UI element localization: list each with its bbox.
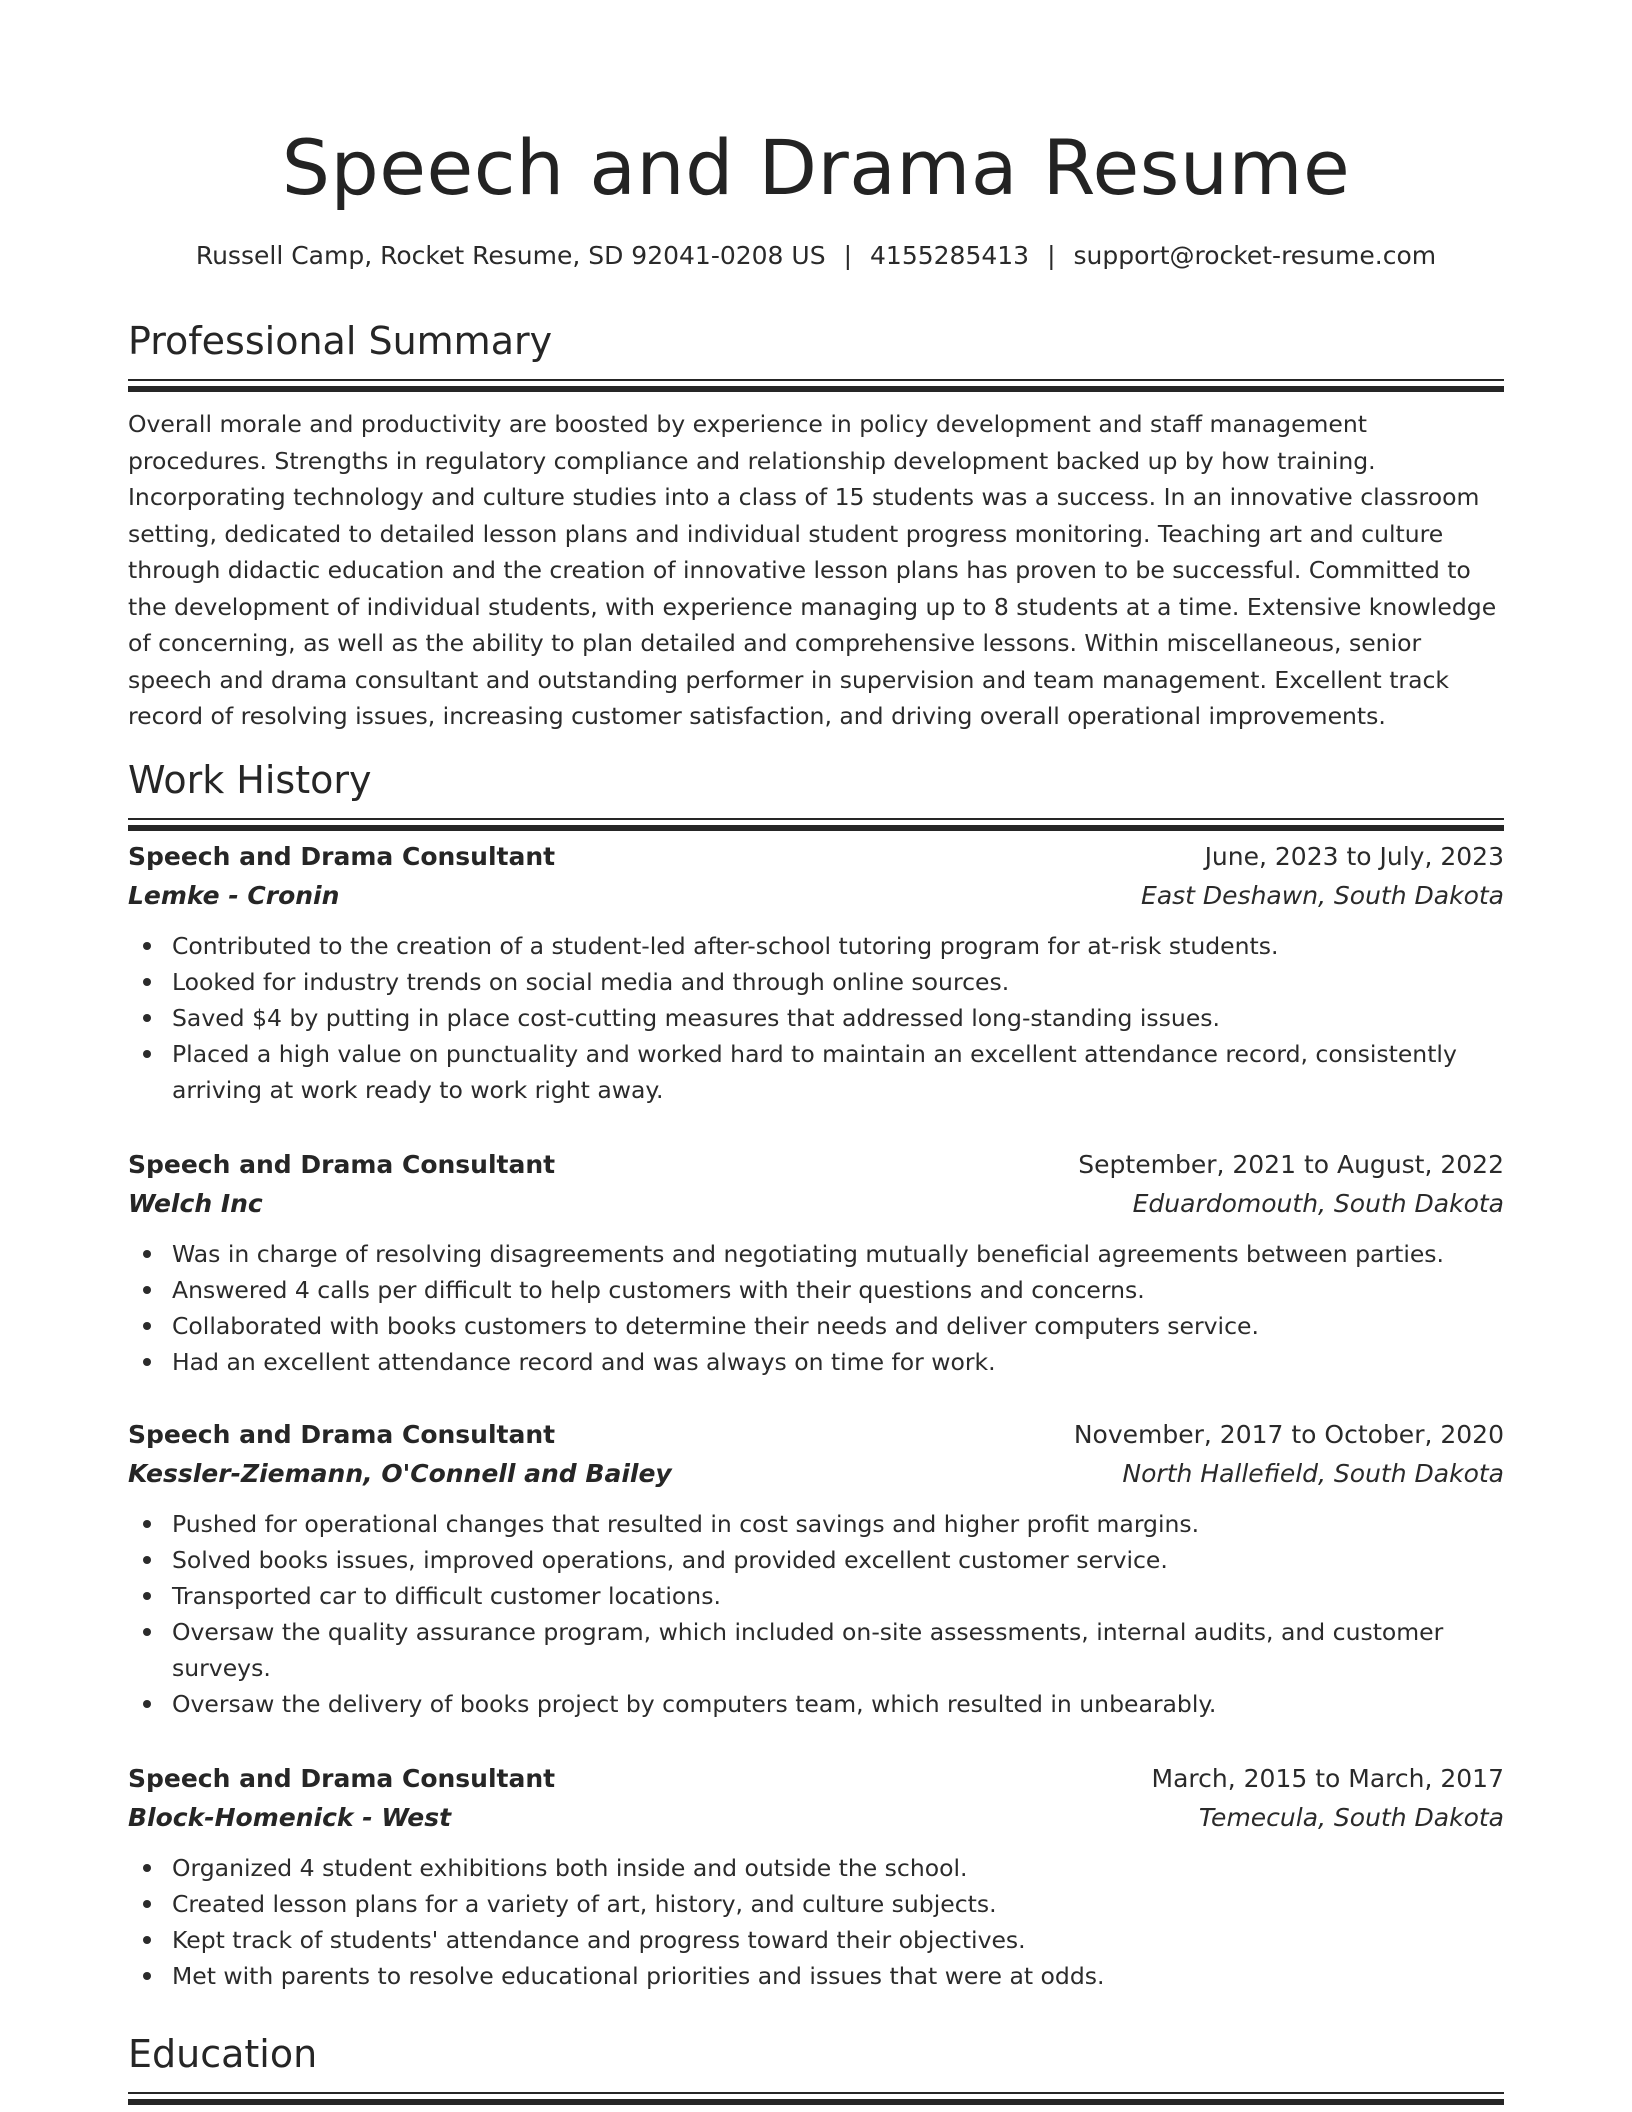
bullet-text: Saved $4 by putting in place cost-cutting measures that addressed long-standing issues. bbox=[172, 1004, 1220, 1032]
bullet-text: Met with parents to resolve educational priorities and issues that were at odds. bbox=[172, 1962, 1105, 1990]
bullet-text: Collaborated with books customers to determine their needs and deliver computers service. bbox=[172, 1312, 1259, 1340]
contact-address: Russell Camp, Rocket Resume, SD 92041-0208 US bbox=[195, 241, 826, 270]
bullet-text: Had an excellent attendance record and was always on time for work. bbox=[172, 1348, 996, 1376]
job-dates: June, 2023 to July, 2023 bbox=[1204, 842, 1504, 871]
job-dates: March, 2015 to March, 2017 bbox=[1151, 1764, 1504, 1793]
bullet-text: Solved books issues, improved operations, and provided excellent customer service. bbox=[172, 1546, 1168, 1574]
list-item bbox=[128, 1506, 1504, 1542]
job-bullets bbox=[128, 1506, 1504, 1722]
bullet-dot bbox=[143, 1358, 151, 1366]
job-location: Temecula, South Dakota bbox=[1198, 1803, 1504, 1832]
job-title: Speech and Drama Consultant bbox=[128, 1764, 556, 1793]
bullet-dot bbox=[143, 1556, 151, 1564]
bullet-text: Kept track of students' attendance and progress toward their objectives. bbox=[172, 1926, 1026, 1954]
list-item bbox=[128, 1614, 1504, 1686]
job-company: Block-Homenick - West bbox=[128, 1803, 452, 1832]
bullet-text: Answered 4 calls per difficult to help customers with their questions and concerns. bbox=[172, 1276, 1145, 1304]
job-company: Kessler-Ziemann, O'Connell and Bailey bbox=[128, 1459, 672, 1488]
list-item bbox=[128, 1886, 1504, 1922]
bullet-dot bbox=[143, 978, 151, 986]
bullet-dot bbox=[143, 1592, 151, 1600]
bullet-text: Oversaw the delivery of books project by computers team, which resulted in unbearably. bbox=[172, 1690, 1217, 1718]
bullet-text: Looked for industry trends on social media and through online sources. bbox=[172, 968, 1010, 996]
job-location: Eduardomouth, South Dakota bbox=[1132, 1189, 1504, 1218]
job-title: Speech and Drama Consultant bbox=[128, 1420, 556, 1449]
job-dates: September, 2021 to August, 2022 bbox=[1078, 1150, 1504, 1179]
bullet-dot bbox=[143, 1936, 151, 1944]
list-item bbox=[128, 1542, 1504, 1578]
list-item bbox=[128, 928, 1504, 964]
section-divider bbox=[128, 2092, 1504, 2105]
bullet-dot bbox=[143, 1250, 151, 1258]
contact-phone: 4155285413 bbox=[870, 241, 1030, 270]
work-section-header bbox=[128, 756, 1504, 831]
job-title: Speech and Drama Consultant bbox=[128, 1150, 556, 1179]
bullet-text: Transported car to difficult customer locations. bbox=[172, 1582, 721, 1610]
bullet-text: Oversaw the quality assurance program, which included on-site assessments, internal audits, and customer surveys. bbox=[172, 1618, 1444, 1682]
section-divider bbox=[128, 818, 1504, 831]
bullet-dot bbox=[143, 1520, 151, 1528]
education-section-header bbox=[128, 2030, 1504, 2105]
contact-separator: | bbox=[1047, 241, 1056, 270]
list-item bbox=[128, 1272, 1504, 1308]
bullet-text: Created lesson plans for a variety of art, history, and culture subjects. bbox=[172, 1890, 997, 1918]
job-entry bbox=[128, 1146, 1504, 1380]
bullet-text: Was in charge of resolving disagreements and negotiating mutually beneficial agreements between parties. bbox=[172, 1240, 1445, 1268]
job-dates: November, 2017 to October, 2020 bbox=[1073, 1420, 1504, 1449]
list-item bbox=[128, 1850, 1504, 1886]
bullet-dot bbox=[143, 942, 151, 950]
bullet-dot bbox=[143, 1322, 151, 1330]
bullet-dot bbox=[143, 1972, 151, 1980]
contact-separator: | bbox=[843, 241, 853, 270]
education-heading: Education bbox=[128, 2032, 318, 2076]
job-entry bbox=[128, 1416, 1504, 1722]
job-title: Speech and Drama Consultant bbox=[128, 842, 556, 871]
job-bullets bbox=[128, 928, 1504, 1108]
list-item bbox=[128, 1000, 1504, 1036]
job-location: North Hallefield, South Dakota bbox=[1122, 1459, 1504, 1488]
contact-line bbox=[128, 238, 1504, 274]
contact-email[interactable]: support@rocket-resume.com bbox=[1073, 241, 1437, 270]
work-heading: Work History bbox=[128, 758, 372, 802]
summary-section-header bbox=[128, 317, 1504, 392]
bullet-text: Pushed for operational changes that resulted in cost savings and higher profit margins. bbox=[172, 1510, 1200, 1538]
list-item bbox=[128, 964, 1504, 1000]
job-bullets bbox=[128, 1236, 1504, 1380]
bullet-text: Placed a high value on punctuality and worked hard to maintain an excellent attendance record, consistently arriving at work ready to work right away. bbox=[172, 1040, 1457, 1104]
bullet-dot bbox=[143, 1050, 151, 1058]
list-item bbox=[128, 1308, 1504, 1344]
list-item bbox=[128, 1344, 1504, 1380]
bullet-dot bbox=[143, 1864, 151, 1872]
bullet-dot bbox=[143, 1900, 151, 1908]
job-entry bbox=[128, 838, 1504, 1108]
section-divider bbox=[128, 379, 1504, 392]
page-title: Speech and Drama Resume bbox=[281, 123, 1351, 212]
list-item bbox=[128, 1922, 1504, 1958]
bullet-dot bbox=[143, 1628, 151, 1636]
list-item bbox=[128, 1036, 1504, 1108]
job-entry bbox=[128, 1760, 1504, 1994]
bullet-dot bbox=[143, 1700, 151, 1708]
bullet-dot bbox=[143, 1286, 151, 1294]
summary-heading: Professional Summary bbox=[128, 319, 553, 363]
job-company: Welch Inc bbox=[128, 1189, 263, 1218]
list-item bbox=[128, 1236, 1504, 1272]
bullet-text: Organized 4 student exhibitions both inside and outside the school. bbox=[172, 1854, 968, 1882]
job-bullets bbox=[128, 1850, 1504, 1994]
list-item bbox=[128, 1958, 1504, 1994]
list-item bbox=[128, 1578, 1504, 1614]
job-location: East Deshawn, South Dakota bbox=[1141, 881, 1504, 910]
summary-text: Overall morale and productivity are boosted by experience in policy development and staff management procedures. Strengths in regulatory compliance and relationship development backed up by how training. Incorporating technology and culture studies into a class of 15 students was a success. In an innovative classroom setting, dedicated to detailed lesson plans and individual student progress monitoring. Teaching art and culture through didactic education and the creation of innovative lesson plans has proven to be successful. Committed to the development of individual students, with experience managing up to 8 students at a time. Extensive knowledge of concerning, as well as the ability to plan detailed and comprehensive lessons. Within miscellaneous, senior speech and drama consultant and outstanding performer in supervision and team management. Excellent track record of resolving issues, increasing customer satisfaction, and driving overall operational improvements. bbox=[128, 410, 1497, 730]
bullet-dot bbox=[143, 1014, 151, 1022]
list-item bbox=[128, 1686, 1504, 1722]
job-company: Lemke - Cronin bbox=[128, 881, 340, 910]
bullet-text: Contributed to the creation of a student-led after-school tutoring program for at-risk students. bbox=[172, 932, 1279, 960]
